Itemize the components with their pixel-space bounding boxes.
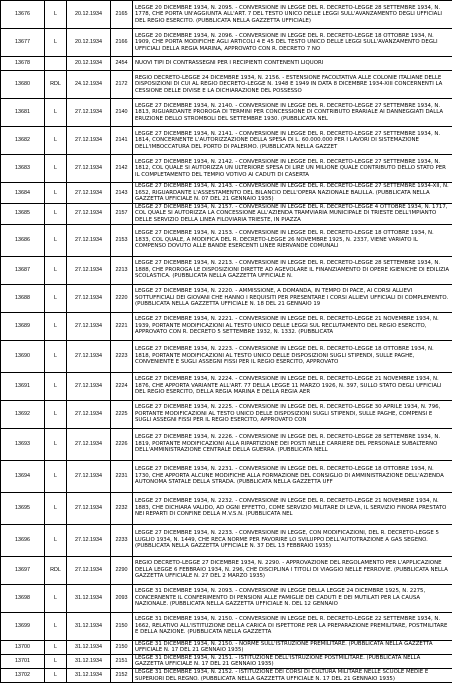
row-act-type: L <box>45 312 67 340</box>
row-number: 13696 <box>1 524 45 556</box>
table-row <box>1 640 452 654</box>
row-date: 27.12.1934 <box>67 492 111 524</box>
row-act-type: L <box>45 127 67 155</box>
row-page: 2166 <box>111 29 133 57</box>
row-page: 2153 <box>111 224 133 256</box>
row-description: LEGGE 27 DICEMBRE 1934, N. 2231. - CONVERSIONE IN LEGGE DEL R. DECRETO-LEGGE 18 OTTOBRE 1934, N. 1730, CHE APPORTA ALCUNE MODIFICHE ALLA FORMAZIONE DEL CONSIGLIO DI AMMINISTRAZIONE DELL'AZIENDA AUTONOMA STATALE DELLA STRADA. (PUBBLICATA NELLA GAZZETTA UFF <box>133 460 452 492</box>
row-description: REGIO DECRETO-LEGGE 27 DICEMBRE 1934, N. 2290. - APPROVAZIONE DEL REGOLAMENTO PER L'APPLICAZIONE DELLA LEGGE 6 FEBBRAIO 1934, N. 296, CHE DISCIPLINA I TITOLI DI VIAGGIO NELLE FERROVIE. (PUBBLICATA NELLA GAZZETTA UFFICIALE N. 27 DEL 2 MARZO 1935) <box>133 556 452 584</box>
row-page: 2143 <box>111 183 133 204</box>
row-act-type: L <box>45 155 67 183</box>
row-page: 2224 <box>111 372 133 400</box>
row-date: 20.12.1934 <box>67 29 111 57</box>
row-number: 13682 <box>1 127 45 155</box>
table-row <box>1 71 452 99</box>
row-date: 20.12.1934 <box>67 1 111 29</box>
row-date: 27.12.1934 <box>67 224 111 256</box>
row-act-type: L <box>45 340 67 372</box>
row-page: 2140 <box>111 99 133 127</box>
row-description: LEGGE 27 DICEMBRE 1934, N. 2153. - CONVERSIONE IN LEGGE DEL R. DECRETO-LEGGE 18 OTTOBRE 1934, N. 1833, COL QUALE, A MODIFICA DEL R. DECRETO-LEGGE 26 NOVEMBRE 1925, N. 2337, VIENE VARIATO IL COMPENSO DOVUTO ALLE BANDE ESERCENTI LINEE RIERVANDE COMUNALI <box>133 224 452 256</box>
row-date: 27.12.1934 <box>67 428 111 460</box>
row-date: 27.12.1934 <box>67 372 111 400</box>
row-act-type: L <box>45 640 67 654</box>
row-number: 13676 <box>1 1 45 29</box>
row-description: LEGGE 27 DICEMBRE 1934, N. 2232. - CONVERSIONE IN LEGGE DEL R. DECRETO-LEGGE 21 NOVEMBRE 1934, N. 1883, CHE DICHIARA VALIDO, AD OGNI EFFETTO, COME SERVIZIO MILITARE DI LEVA, IL SERVIZIO FINORA PRESTATO NEI REPARTI DI CONFINE DELLA M.V.S.N. (PUBBLICATA NEL <box>133 492 452 524</box>
row-page: 2221 <box>111 312 133 340</box>
table-row <box>1 460 452 492</box>
row-page: 2232 <box>111 492 133 524</box>
table-row <box>1 428 452 460</box>
row-description: LEGGE 27 DICEMBRE 1934, N. 2223. - CONVERSIONE IN LEGGE DEL R. DECRETO-LEGGE 18 OTTOBRE 1934, N. 1818, PORTANTE MODIFICAZIONI AL TESTO UNICO DELLE DISPOSIZIONI SUGLI STIPENDI, SULLE PAGHE, CONVENIENTE E SUGLI ASSEGNI FISSI PER IL REGIO ESERCITO, APPROVATO <box>133 340 452 372</box>
row-description: LEGGE 27 DICEMBRE 1934, N. 2140. - CONVERSIONE IN LEGGE DEL R. DECRETO-LEGGE 27 SETTEMBRE 1934, N. 1813, RIGUARDANTE PROROGA DI TERMINI PER CONCESSIONE DI CONTRIBUTO ERARIALE AI DANNEGGIATI DALLA ERUZIONE DELLO STROMBOLI DEL SETTEMBRE 1930. (PUBBLICATA NEL <box>133 99 452 127</box>
table-row <box>1 256 452 284</box>
row-act-type: RDL <box>45 71 67 99</box>
row-date: 27.12.1934 <box>67 312 111 340</box>
row-act-type: L <box>45 584 67 612</box>
table-row <box>1 612 452 640</box>
row-date: 31.12.1934 <box>67 668 111 682</box>
row-number: 13694 <box>1 460 45 492</box>
row-page: 2454 <box>111 57 133 71</box>
row-act-type: L <box>45 99 67 127</box>
table-row <box>1 668 452 682</box>
table-row <box>1 556 452 584</box>
row-description: LEGGE 27 DICEMBRE 1934, N. 2225. - CONVERSIONE IN LEGGE DEL R. DECRETO-LEGGE 30 APRILE 1934, N. 796, PORTANTE MODIFICAZIONI AL TESTO UNICO DELLE DISPOSIZIONI SUGLI STIPENDI, SULLE PAGHE, COMPENSI E SUGLI ASSEGNI FISSI PER IL REGIO ESERCITO, APPROVATO CON <box>133 400 452 428</box>
row-page: 2226 <box>111 428 133 460</box>
table-row <box>1 224 452 256</box>
row-number: 13678 <box>1 57 45 71</box>
row-date: 27.12.1934 <box>67 524 111 556</box>
register-rows <box>1 1 452 683</box>
row-date: 24.12.1934 <box>67 71 111 99</box>
row-date: 31.12.1934 <box>67 584 111 612</box>
table-row <box>1 203 452 224</box>
row-number: 13689 <box>1 312 45 340</box>
row-number: 13695 <box>1 492 45 524</box>
row-description: LEGGE 27 DICEMBRE 1934, N. 2213. - CONVERSIONE IN LEGGE DEL R. DECRETO-LEGGE 28 SETTEMBRE 1934, N. 1888, CHE PROROGA LE DISPOSIZIONI DIRETTE AD AGEVOLARE IL FINANZIAMENTO DI OPERE IGIENICHE DI EDILIZIA SCOLASTICA. (PUBBLICATA NELLA GAZZETTA UFFICIALE N. <box>133 256 452 284</box>
row-act-type: L <box>45 492 67 524</box>
row-number: 13701 <box>1 654 45 668</box>
row-date: 27.12.1934 <box>67 256 111 284</box>
row-act-type: L <box>45 224 67 256</box>
row-page: 2150 <box>111 612 133 640</box>
row-page: 2142 <box>111 155 133 183</box>
row-act-type: L <box>45 668 67 682</box>
row-act-type: L <box>45 203 67 224</box>
row-date: 27.12.1934 <box>67 556 111 584</box>
row-page: 2233 <box>111 524 133 556</box>
table-row <box>1 524 452 556</box>
row-description: LEGGE 31 DICEMBRE 1934, N. 2150. - CONVERSIONE IN LEGGE DEL R. DECRETO-LEGGE 22 SETTEMBRE 1934, N. 1662, RELATIVO ALL'ISTITUZIONE DELLA CARICA DI ISPETTORE PER LA PREPARAZIONE PREMILITARE, POSTMILITARE E DELLA NAZIONE. (PUBBLICATA NELLA GAZZETTA <box>133 612 452 640</box>
row-act-type: L <box>45 524 67 556</box>
row-page: 2165 <box>111 1 133 29</box>
row-number: 13677 <box>1 29 45 57</box>
table-row <box>1 127 452 155</box>
row-page: 2152 <box>111 668 133 682</box>
row-description: NUOVI TIPI DI CONTRASSEGNI PER I RECIPIENTI CONTENENTI LIQUORI <box>133 57 452 71</box>
row-description: LEGGE 27 DICEMBRE 1934, N. 2141. - CONVERSIONE IN LEGGE DEL R. DECRETO-LEGGE 27 SETTEMBRE 1934, N. 1814, CONCERNENTE L'AUTORIZZAZIONE DELLA SPESA DI L. 60.000.000 PER I LAVORI DI SISTEMAZIONE DELL'IMBOCCATURA DEL PORTO DI PALERMO. (PUBBLICATA NELLA GAZZET <box>133 127 452 155</box>
row-act-type: L <box>45 654 67 668</box>
row-page: 2150 <box>111 640 133 654</box>
table-row <box>1 654 452 668</box>
table-row <box>1 29 452 57</box>
row-page: 2172 <box>111 71 133 99</box>
row-date: 27.12.1934 <box>67 99 111 127</box>
row-number: 13692 <box>1 400 45 428</box>
row-page: 2290 <box>111 556 133 584</box>
row-date: 27.12.1934 <box>67 400 111 428</box>
table-row <box>1 340 452 372</box>
row-number: 13683 <box>1 155 45 183</box>
table-row <box>1 372 452 400</box>
row-description: LEGGE 31 DICEMBRE 1934, N. 2152. - ISTITUZIONE DEI CORSI DI CULTURA MILITARE NELLE SCUOLE MEDIE E SUPERIORI DEL REGNO. (PUBBLICATA NELLA GAZZETTA UFFICIALE N. 17 DEL 21 GENNAIO 1935) <box>133 668 452 682</box>
row-description: LEGGE 31 DICEMBRE 1934, N. 2093. - CONVERSIONE IN LEGGE DELLA LEGGE 24 DICEMBRE 1925, N. 2275, CONCERNENTE IL CONFERIMENTO DI PENSIONI ALLE FAMIGLIE DEI CADUTI E DEI MUTILATI PER LA CAUSA NAZIONALE. (PUBBLICATA NELLA GAZZETTA UFFICIALE N. DEL 12 GENNAIO <box>133 584 452 612</box>
row-act-type: L <box>45 400 67 428</box>
row-description: LEGGE 27 DICEMBRE 1934, N. 2143. - CONVERSIONE IN LEGGE DEL R. DECRETO-LEGGE 27 SETTEMBRE 1934-XII, N. 1652, RIGUARDANTE L'ASSESTAMENTO DEL BILANCIO DELL'OPERA NAZIONALE BALILLA. (PUBBLICATA NELLA GAZZETTA UFFICIALE N. 07 DEL 21 GENNAIO 1935) <box>133 183 452 204</box>
row-description: LEGGE 27 DICEMBRE 1934, N. 2221. - CONVERSIONE IN LEGGE DEL R. DECRETO-LEGGE 21 NOVEMBRE 1934, N. 1939, PORTANTE MODIFICAZIONI AL TESTO UNICO DELLE LEGGI SUL RECLUTAMENTO DEL REGIO ESERCITO, APPROVATO CON R. DECRETO 5 SETTEMBRE 1932, N. 1332. (PUBBLICATA <box>133 312 452 340</box>
table-row <box>1 584 452 612</box>
row-number: 13687 <box>1 256 45 284</box>
table-row <box>1 155 452 183</box>
row-number: 13685 <box>1 203 45 224</box>
row-date: 20.12.1934 <box>67 57 111 71</box>
row-page: 2151 <box>111 654 133 668</box>
row-number: 13700 <box>1 640 45 654</box>
row-act-type: L <box>45 1 67 29</box>
row-description: LEGGE 31 DICEMBRE 1934, N. 2150. - NORME SULL'ISTRUZIONE PREMILITARE. (PUBBLICATA NELLA GAZZETTA UFFICIALE N. 17 DEL 21 GENNAIO 1935) <box>133 640 452 654</box>
row-number: 13702 <box>1 668 45 682</box>
row-page: 2225 <box>111 400 133 428</box>
table-row <box>1 57 452 71</box>
row-act-type: L <box>45 460 67 492</box>
row-date: 27.12.1934 <box>67 183 111 204</box>
row-page: 2231 <box>111 460 133 492</box>
row-act-type: L <box>45 284 67 312</box>
row-description: LEGGE 27 DICEMBRE 1934, N. 2157. - CONVERSIONE IN LEGGE DEL R. DECRETO-LEGGE 4 OTTOBRE 1934, N. 1717, COL QUALE SI AUTORIZZA LA CONCESSIONE ALL'AZIENDA TRAMVIARIA MUNICIPALE DI TRIESTE DELL'IMPIANTO DELLE SERVIZIO DELLA LINEA FILOVIARIA TRIESTE, IN PIAZZA <box>133 203 452 224</box>
row-description: LEGGE 27 DICEMBRE 1934, N. 2224. - CONVERSIONE IN LEGGE DEL R. DECRETO-LEGGE 21 NOVEMBRE 1934, N. 1876, CHE APPORTA VARIANTE ALL'ART. 77 DELLA LEGGE 11 MARZO 1926, N. 397, SULLO STATO DEGLI UFFICIALI DEL REGIO ESERCITO, DELLA REGIA MARINA E DELLA REGIA AER <box>133 372 452 400</box>
row-description: LEGGE 27 DICEMBRE 1934, N. 2226. - CONVERSIONE IN LEGGE DEL R. DECRETO-LEGGE 28 SETTEMBRE 1934, N. 1819, PORTANTE MODIFICAZIONI ALLA RIPARTIZIONE DEI POSTI NELLE CARRIERE DEL PERSONALE SUBALTERNO DELL'AMMINISTRAZIONE CENTRALE DELLA GUERRA. (PUBBLICATA NELL <box>133 428 452 460</box>
row-number: 13684 <box>1 183 45 204</box>
row-act-type: L <box>45 29 67 57</box>
row-date: 31.12.1934 <box>67 640 111 654</box>
row-act-type: L <box>45 612 67 640</box>
row-number: 13697 <box>1 556 45 584</box>
row-description: LEGGE 27 DICEMBRE 1934, N. 2233. - CONVERSIONE IN LEGGE, CON MODIFICAZIONI, DEL R. DECRETO-LEGGE 5 LUGLIO 1934, N. 1449, CHE RECA NORME PER FAVORIRE LO SVILUPPO DELL'AUTOTRAZIONE A GAS SEGENO. (PUBBLICATA NELLA GAZZETTA UFFICIALE N. 37 DEL 13 FEBBRAIO 1935) <box>133 524 452 556</box>
row-description: REGIO DECRETO-LEGGE 24 DICEMBRE 1934, N. 2156. - ESTENSIONE FACOLTATIVA ALLE COLONIE ITALIANE DELLE DISPOSIZIONI DI CUI AL REGIO DECRETO-LEGGE N. 1948 E 1949 IN DATA 8 DICEMBRE 1934-XIII CONCERNENTI LA CESSIONE DELLE DIVISE E LA DICHIARAZIONE DEL POSSESSO <box>133 71 452 99</box>
row-act-type <box>45 57 67 71</box>
row-date: 31.12.1934 <box>67 654 111 668</box>
row-number: 13698 <box>1 584 45 612</box>
row-number: 13688 <box>1 284 45 312</box>
row-act-type: L <box>45 428 67 460</box>
row-page: 2141 <box>111 127 133 155</box>
row-act-type: RDL <box>45 556 67 584</box>
table-row <box>1 284 452 312</box>
table-row <box>1 183 452 204</box>
row-date: 27.12.1934 <box>67 284 111 312</box>
table-row <box>1 492 452 524</box>
row-act-type: L <box>45 372 67 400</box>
table-row <box>1 312 452 340</box>
row-date: 27.12.1934 <box>67 460 111 492</box>
row-act-type: L <box>45 183 67 204</box>
row-date: 27.12.1934 <box>67 127 111 155</box>
row-page: 2223 <box>111 340 133 372</box>
table-row <box>1 99 452 127</box>
row-page: 2157 <box>111 203 133 224</box>
row-description: LEGGE 27 DICEMBRE 1934, N. 2142. - CONVERSIONE IN LEGGE DEL R. DECRETO-LEGGE 27 SETTEMBRE 1934, N. 1812, COL QUALE SI AUTORIZZA UN ULTERIORE SPESA DI LIRE UN MILIONE QUALE CONTRIBUTO DELLO STATO PER IL COMPLETAMENTO DEL TEMPIO VOTIVO AI CADUTI DI CASERTA <box>133 155 452 183</box>
row-date: 27.12.1934 <box>67 340 111 372</box>
row-page: 2213 <box>111 256 133 284</box>
row-number: 13691 <box>1 372 45 400</box>
row-number: 13686 <box>1 224 45 256</box>
row-description: LEGGE 20 DICEMBRE 1934, N. 2095. - CONVERSIONE IN LEGGE DEL R. DECRETO-LEGGE 28 SETTEMBRE 1934, N. 1778, CHE PORTA UN'AGGIUNTA ALL'ART. 7 DEL TESTO UNICO DELLE LEGGI SULL'AVANZAMENTO DEGLI UFFICIALI DEL REGIO ESERCITO. (PUBBLICATA NELLA GAZZETTA UFFICIALE) <box>133 1 452 29</box>
row-act-type: L <box>45 256 67 284</box>
table-row <box>1 400 452 428</box>
row-number: 13690 <box>1 340 45 372</box>
row-number: 13699 <box>1 612 45 640</box>
row-date: 27.12.1934 <box>67 155 111 183</box>
row-date: 27.12.1934 <box>67 203 111 224</box>
row-number: 13681 <box>1 99 45 127</box>
row-description: LEGGE 20 DICEMBRE 1934, N. 2096. - CONVERSIONE IN LEGGE DEL R. DECRETO-LEGGE 18 OTTOBRE 1934, N. 1909, CHE PORTA MODIFICHE AGLI ARTICOLI 4 E 45 DEL TESTO UNICO DELLE LEGGI SULL'AVANZAMENTO DEGLI UFFICIALI DELLA REGIA MARINA, APPROVATO CON R. DECRETO 7 NO <box>133 29 452 57</box>
row-number: 13693 <box>1 428 45 460</box>
table-row <box>1 1 452 29</box>
row-description: LEGGE 27 DICEMBRE 1934, N. 2220. - AMMISSIONE, A DOMANDA, IN TEMPO DI PACE, AI CORSI ALLIEVI SOTTUFFICIALI DEI GIOVANI CHE HANNO I REQUISITI PER PRESENTARE I CORSI ALLIEVI UFFICIALI DI COMPLEMENTO. (PUBBLICATA NELLA GAZZETTA UFFICIALE N. 18 DEL 21 GENNAIO 19 <box>133 284 452 312</box>
row-date: 31.12.1934 <box>67 612 111 640</box>
row-number: 13680 <box>1 71 45 99</box>
row-description: LEGGE 31 DICEMBRE 1934, N. 2151. - ISTITUZIONE DELL'ISTRUZIONE POSTMILITARE. (PUBBLICATA NELLA GAZZETTA UFFICIALE N. 17 DEL 21 GENNAIO 1935) <box>133 654 452 668</box>
row-page: 2220 <box>111 284 133 312</box>
row-page: 2093 <box>111 584 133 612</box>
